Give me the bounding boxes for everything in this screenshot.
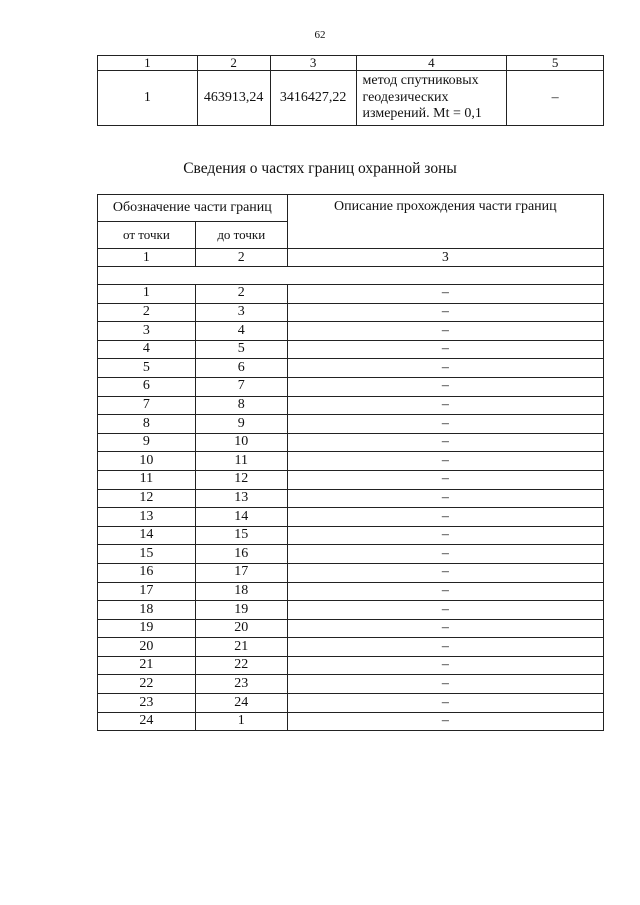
- to-point-cell: 15: [195, 526, 287, 545]
- from-point-cell: 10: [98, 452, 196, 471]
- from-point-cell: 17: [98, 582, 196, 601]
- coordinates-header-row: [98, 56, 604, 71]
- coordinates-header-cell: 4: [356, 56, 507, 71]
- coordinates-table: [97, 55, 604, 126]
- to-header-cell: до точки: [195, 222, 287, 249]
- table-row: [98, 582, 604, 601]
- to-point-cell: 17: [195, 563, 287, 582]
- description-cell: –: [287, 470, 603, 489]
- from-point-cell: 15: [98, 545, 196, 564]
- to-point-cell: 7: [195, 377, 287, 396]
- description-cell: –: [287, 545, 603, 564]
- coordinates-header-cell: 5: [507, 56, 604, 71]
- table-row: [98, 675, 604, 694]
- to-point-cell: 6: [195, 359, 287, 378]
- description-cell: –: [287, 303, 603, 322]
- description-cell: –: [287, 582, 603, 601]
- description-cell: –: [287, 526, 603, 545]
- to-point-cell: 9: [195, 415, 287, 434]
- zone-boundary-table: [97, 194, 604, 731]
- table-row: [98, 322, 604, 341]
- description-cell: –: [287, 489, 603, 508]
- to-point-cell: 16: [195, 545, 287, 564]
- from-point-cell: 5: [98, 359, 196, 378]
- to-point-cell: 10: [195, 433, 287, 452]
- to-point-cell: 12: [195, 470, 287, 489]
- from-point-cell: 16: [98, 563, 196, 582]
- coordinates-row: [98, 71, 604, 126]
- description-cell: –: [287, 694, 603, 713]
- table-row: [98, 470, 604, 489]
- blank-row: [98, 267, 604, 285]
- table-row: [98, 452, 604, 471]
- description-cell: –: [287, 415, 603, 434]
- column-number-row: [98, 249, 604, 267]
- to-point-cell: 1: [195, 712, 287, 731]
- to-point-cell: 14: [195, 508, 287, 527]
- description-cell: –: [287, 340, 603, 359]
- table-row: [98, 545, 604, 564]
- column-number-cell: 3: [287, 249, 603, 267]
- to-point-cell: 21: [195, 638, 287, 657]
- description-cell: –: [287, 359, 603, 378]
- table-row: [98, 638, 604, 657]
- table-row: [98, 303, 604, 322]
- to-point-cell: 20: [195, 619, 287, 638]
- table-row: [98, 656, 604, 675]
- group-header-cell: Обозначение части границ: [98, 195, 288, 222]
- from-point-cell: 23: [98, 694, 196, 713]
- x-coordinate-cell: 463913,24: [197, 71, 270, 126]
- table-row: [98, 694, 604, 713]
- method-line: геодезических: [362, 89, 449, 105]
- table-row: [98, 601, 604, 620]
- from-point-cell: 14: [98, 526, 196, 545]
- description-cell: –: [287, 601, 603, 620]
- description-cell: –: [287, 619, 603, 638]
- from-point-cell: 7: [98, 396, 196, 415]
- description-cell: –: [287, 452, 603, 471]
- description-cell: –: [287, 377, 603, 396]
- from-point-cell: 2: [98, 303, 196, 322]
- description-cell: –: [287, 638, 603, 657]
- from-point-cell: 1: [98, 285, 196, 304]
- to-point-cell: 18: [195, 582, 287, 601]
- table-row: [98, 377, 604, 396]
- method-line: метод спутниковых: [362, 72, 479, 88]
- description-cell: –: [287, 675, 603, 694]
- table-row: [98, 285, 604, 304]
- description-cell: –: [287, 712, 603, 731]
- from-point-cell: 18: [98, 601, 196, 620]
- description-cell: –: [287, 322, 603, 341]
- table-row: [98, 619, 604, 638]
- to-point-cell: 5: [195, 340, 287, 359]
- from-point-cell: 13: [98, 508, 196, 527]
- page-number: 62: [314, 29, 326, 41]
- table-row: [98, 563, 604, 582]
- table-row: [98, 359, 604, 378]
- desc-header-cell: Описание прохождения части границ: [287, 195, 603, 249]
- method-cell: [356, 71, 507, 126]
- point-number-cell: 1: [98, 71, 198, 126]
- method-line: измерений. Mt = 0,1: [362, 106, 482, 122]
- description-cell: –: [287, 656, 603, 675]
- from-point-cell: 6: [98, 377, 196, 396]
- from-point-cell: 20: [98, 638, 196, 657]
- to-point-cell: 22: [195, 656, 287, 675]
- to-point-cell: 11: [195, 452, 287, 471]
- blank-cell: [98, 267, 604, 285]
- table-row: [98, 508, 604, 527]
- description-cell: –: [287, 396, 603, 415]
- from-point-cell: 4: [98, 340, 196, 359]
- coordinates-header-cell: 3: [270, 56, 356, 71]
- from-point-cell: 21: [98, 656, 196, 675]
- y-coordinate-cell: 3416427,22: [270, 71, 356, 126]
- from-point-cell: 22: [98, 675, 196, 694]
- description-cell: –: [287, 285, 603, 304]
- column-number-cell: 2: [195, 249, 287, 267]
- from-header-cell: от точки: [98, 222, 196, 249]
- to-point-cell: 4: [195, 322, 287, 341]
- to-point-cell: 3: [195, 303, 287, 322]
- to-point-cell: 13: [195, 489, 287, 508]
- from-point-cell: 3: [98, 322, 196, 341]
- table-row: [98, 396, 604, 415]
- description-cell: –: [287, 563, 603, 582]
- from-point-cell: 9: [98, 433, 196, 452]
- from-point-cell: 11: [98, 470, 196, 489]
- zone-header-row: [98, 195, 604, 222]
- description-cell: –: [287, 433, 603, 452]
- table-row: [98, 415, 604, 434]
- coordinates-header-cell: 2: [197, 56, 270, 71]
- col5-cell: –: [507, 71, 604, 126]
- table-row: [98, 712, 604, 731]
- from-point-cell: 8: [98, 415, 196, 434]
- table-row: [98, 340, 604, 359]
- to-point-cell: 24: [195, 694, 287, 713]
- to-point-cell: 2: [195, 285, 287, 304]
- coordinates-header-cell: 1: [98, 56, 198, 71]
- table-row: [98, 526, 604, 545]
- table-row: [98, 433, 604, 452]
- to-point-cell: 23: [195, 675, 287, 694]
- column-number-cell: 1: [98, 249, 196, 267]
- from-point-cell: 12: [98, 489, 196, 508]
- to-point-cell: 8: [195, 396, 287, 415]
- section-title: Сведения о частях границ охранной зоны: [183, 160, 457, 177]
- from-point-cell: 19: [98, 619, 196, 638]
- table-row: [98, 489, 604, 508]
- to-point-cell: 19: [195, 601, 287, 620]
- description-cell: –: [287, 508, 603, 527]
- from-point-cell: 24: [98, 712, 196, 731]
